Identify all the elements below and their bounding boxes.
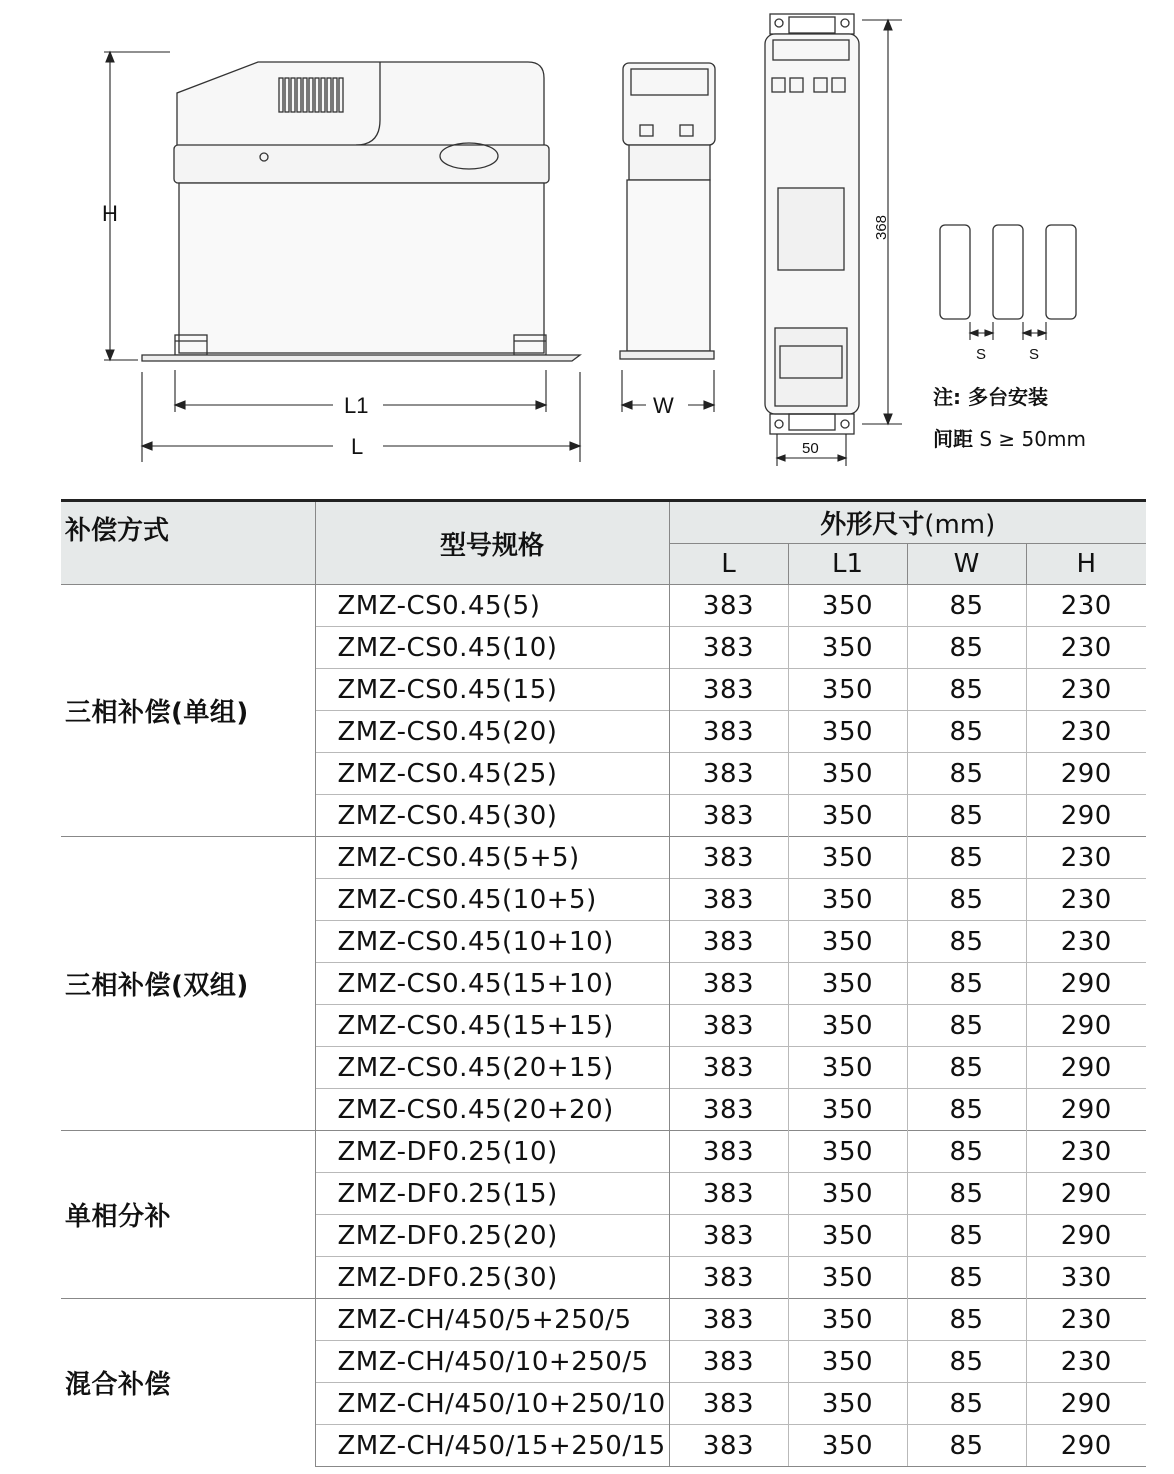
dim-cell-w: 85 (907, 753, 1026, 795)
dim-cell-h: 230 (1026, 627, 1146, 669)
header-col-l: L (669, 544, 788, 585)
dim-label-s2: S (1029, 346, 1040, 363)
header-dims (669, 501, 1146, 544)
dim-cell-w: 85 (907, 1005, 1026, 1047)
dim-label-50: 50 (802, 440, 819, 457)
dim-cell-l: 383 (669, 1425, 788, 1467)
dim-cell-w: 85 (907, 1215, 1026, 1257)
table-row (61, 585, 1146, 627)
dim-cell-h: 230 (1026, 921, 1146, 963)
dim-cell-h: 230 (1026, 837, 1146, 879)
dim-cell-h: 290 (1026, 795, 1146, 837)
dim-cell-h: 290 (1026, 1047, 1146, 1089)
model-cell: ZMZ-CH/450/10+250/10 (315, 1383, 669, 1425)
dim-cell-l: 383 (669, 585, 788, 627)
note-title: 注: 多台安装 (933, 385, 1048, 409)
dim-cell-h: 230 (1026, 585, 1146, 627)
dim-cell-l1: 350 (788, 1173, 907, 1215)
dim-cell-w: 85 (907, 963, 1026, 1005)
dim-cell-h: 230 (1026, 1299, 1146, 1341)
dim-cell-l: 383 (669, 795, 788, 837)
model-cell: ZMZ-CS0.45(10) (315, 627, 669, 669)
dim-label-h: H (102, 201, 118, 226)
dim-cell-l1: 350 (788, 1299, 907, 1341)
dim-cell-l: 383 (669, 1173, 788, 1215)
dim-cell-w: 85 (907, 795, 1026, 837)
model-cell: ZMZ-CS0.45(20) (315, 711, 669, 753)
group-label: 混合补偿 (61, 1299, 315, 1467)
model-cell: ZMZ-CS0.45(15+10) (315, 963, 669, 1005)
dim-cell-l: 383 (669, 1257, 788, 1299)
dim-cell-h: 290 (1026, 1383, 1146, 1425)
group-label: 单相分补 (61, 1131, 315, 1299)
dim-cell-w: 85 (907, 1341, 1026, 1383)
model-cell: ZMZ-CS0.45(15+15) (315, 1005, 669, 1047)
group-label: 三相补偿(双组) (61, 837, 315, 1131)
dim-cell-l1: 350 (788, 669, 907, 711)
dim-label-l: L (351, 434, 364, 459)
dim-cell-h: 290 (1026, 963, 1146, 1005)
dim-cell-w: 85 (907, 921, 1026, 963)
header-dims-unit: (mm) (924, 510, 996, 540)
model-cell: ZMZ-DF0.25(10) (315, 1131, 669, 1173)
note-spacing-value: S ≥ 50mm (979, 427, 1086, 451)
model-cell: ZMZ-CH/450/15+250/15 (315, 1425, 669, 1467)
front-view (142, 62, 580, 361)
note-spacing (933, 418, 1086, 460)
dim-cell-w: 85 (907, 669, 1026, 711)
dim-cell-w: 85 (907, 1257, 1026, 1299)
dim-cell-l: 383 (669, 837, 788, 879)
table-row (61, 1299, 1146, 1341)
dim-cell-h: 330 (1026, 1257, 1146, 1299)
dim-cell-w: 85 (907, 1299, 1026, 1341)
dim-cell-l1: 350 (788, 1257, 907, 1299)
dim-cell-l: 383 (669, 669, 788, 711)
dim-cell-l1: 350 (788, 1341, 907, 1383)
dim-cell-w: 85 (907, 585, 1026, 627)
table-row (61, 1131, 1146, 1173)
dim-cell-h: 290 (1026, 1089, 1146, 1131)
dim-cell-w: 85 (907, 1047, 1026, 1089)
dim-cell-h: 290 (1026, 1425, 1146, 1467)
dim-cell-l: 383 (669, 711, 788, 753)
model-cell: ZMZ-DF0.25(20) (315, 1215, 669, 1257)
group-label: 三相补偿(单组) (61, 585, 315, 837)
dim-label-w: W (653, 393, 674, 418)
dim-label-368: 368 (873, 214, 890, 240)
model-cell: ZMZ-CS0.45(30) (315, 795, 669, 837)
dim-cell-h: 230 (1026, 879, 1146, 921)
dim-cell-h: 290 (1026, 1215, 1146, 1257)
dim-cell-h: 290 (1026, 1173, 1146, 1215)
model-cell: ZMZ-CS0.45(5) (315, 585, 669, 627)
model-cell: ZMZ-CH/450/5+250/5 (315, 1299, 669, 1341)
dim-cell-l1: 350 (788, 753, 907, 795)
dim-cell-w: 85 (907, 879, 1026, 921)
model-cell: ZMZ-CH/450/10+250/5 (315, 1341, 669, 1383)
top-view (765, 14, 859, 434)
dim-cell-l: 383 (669, 627, 788, 669)
dim-cell-l1: 350 (788, 921, 907, 963)
model-cell: ZMZ-CS0.45(25) (315, 753, 669, 795)
dim-cell-l1: 350 (788, 1383, 907, 1425)
header-col-w: W (907, 544, 1026, 585)
model-cell: ZMZ-CS0.45(5+5) (315, 837, 669, 879)
dim-cell-h: 230 (1026, 711, 1146, 753)
dim-cell-l1: 350 (788, 1425, 907, 1467)
side-view (620, 63, 715, 359)
header-mode: 补偿方式 (61, 501, 315, 585)
dim-cell-w: 85 (907, 1425, 1026, 1467)
dim-cell-l1: 350 (788, 585, 907, 627)
note-spacing-label: 间距 (933, 427, 973, 451)
dim-cell-l1: 350 (788, 795, 907, 837)
dim-cell-h: 290 (1026, 1005, 1146, 1047)
dim-cell-l: 383 (669, 1005, 788, 1047)
model-cell: ZMZ-CS0.45(10+5) (315, 879, 669, 921)
dim-cell-h: 230 (1026, 1341, 1146, 1383)
dim-cell-l: 383 (669, 1341, 788, 1383)
dim-cell-l1: 350 (788, 627, 907, 669)
dim-cell-l: 383 (669, 1089, 788, 1131)
header-col-l1: L1 (788, 544, 907, 585)
dim-cell-l1: 350 (788, 711, 907, 753)
dim-cell-l1: 350 (788, 1005, 907, 1047)
header-col-h: H (1026, 544, 1146, 585)
spec-body (61, 585, 1146, 1467)
dim-cell-h: 290 (1026, 753, 1146, 795)
dim-cell-l: 383 (669, 921, 788, 963)
dim-cell-w: 85 (907, 1089, 1026, 1131)
dim-cell-l: 383 (669, 1383, 788, 1425)
dim-cell-w: 85 (907, 837, 1026, 879)
model-cell: ZMZ-CS0.45(15) (315, 669, 669, 711)
dim-cell-l1: 350 (788, 879, 907, 921)
model-cell: ZMZ-DF0.25(15) (315, 1173, 669, 1215)
model-cell: ZMZ-DF0.25(30) (315, 1257, 669, 1299)
spec-table (61, 499, 1146, 1467)
model-cell: ZMZ-CS0.45(20+15) (315, 1047, 669, 1089)
dim-cell-l: 383 (669, 879, 788, 921)
dim-cell-l1: 350 (788, 1131, 907, 1173)
dim-cell-l: 383 (669, 1047, 788, 1089)
dim-cell-l: 383 (669, 1215, 788, 1257)
dim-cell-w: 85 (907, 711, 1026, 753)
dim-cell-h: 230 (1026, 1131, 1146, 1173)
dim-cell-w: 85 (907, 1383, 1026, 1425)
model-cell: ZMZ-CS0.45(20+20) (315, 1089, 669, 1131)
dim-cell-l: 383 (669, 1299, 788, 1341)
dim-label-l1: L1 (344, 393, 369, 418)
dim-cell-l: 383 (669, 753, 788, 795)
dim-cell-w: 85 (907, 1173, 1026, 1215)
dim-cell-w: 85 (907, 1131, 1026, 1173)
dim-cell-l1: 350 (788, 837, 907, 879)
multi-install-view (940, 225, 1076, 319)
dim-cell-l1: 350 (788, 1047, 907, 1089)
dim-cell-l1: 350 (788, 1089, 907, 1131)
install-note (933, 376, 1086, 460)
dim-cell-l1: 350 (788, 1215, 907, 1257)
dim-cell-w: 85 (907, 627, 1026, 669)
dim-label-s1: S (976, 346, 987, 363)
table-row (61, 837, 1146, 879)
header-dims-label: 外形尺寸 (820, 510, 925, 540)
model-cell: ZMZ-CS0.45(10+10) (315, 921, 669, 963)
dim-cell-l1: 350 (788, 963, 907, 1005)
dim-cell-l: 383 (669, 1131, 788, 1173)
header-model: 型号规格 (315, 501, 669, 585)
dim-cell-h: 230 (1026, 669, 1146, 711)
dim-cell-l: 383 (669, 963, 788, 1005)
